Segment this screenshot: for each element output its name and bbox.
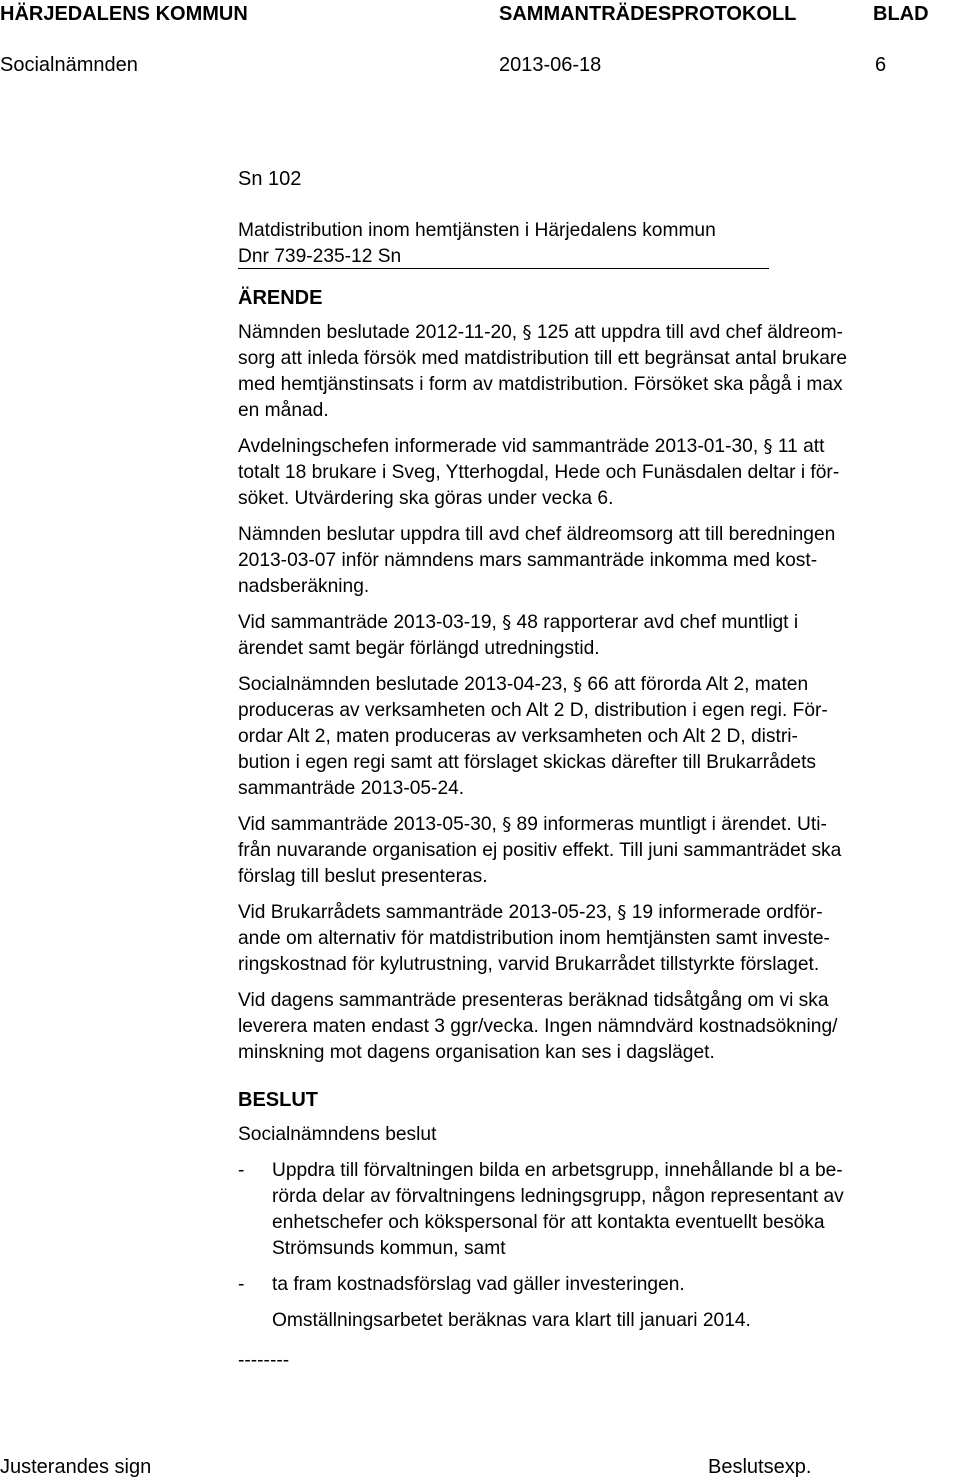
paragraph-sign: § xyxy=(572,674,582,695)
footer-justerandes-sign: Justerandes sign xyxy=(0,1456,152,1478)
arende-heading: ÄRENDE xyxy=(238,287,323,309)
text-line: Uppdra till förvaltningen bilda en arbetsgrupp, innehållande bl a be- xyxy=(272,1160,843,1181)
beslut-subheading: Socialnämndens beslut xyxy=(238,1124,437,1145)
section-end-dashes: -------- xyxy=(238,1350,290,1371)
footer-beslutsexp: Beslutsexp. xyxy=(708,1456,812,1478)
arende-paragraph-2 xyxy=(238,434,956,512)
text-line: Strömsunds kommun, samt xyxy=(272,1238,506,1259)
text-line: 89 informeras muntligt i ärendet. Uti- xyxy=(516,814,827,835)
paragraph-sign: § xyxy=(522,322,532,343)
text-line: 66 att förorda Alt 2, maten xyxy=(587,674,809,695)
text-line: Vid Brukarrådets sammanträde 2013-05-23, xyxy=(238,902,613,923)
item-dnr: Dnr 739-235-12 Sn xyxy=(238,246,769,269)
completion-note: Omställningsarbetet beräknas vara klart till januari 2014. xyxy=(272,1310,751,1331)
text-line: en månad. xyxy=(238,400,329,421)
decision-item-2 xyxy=(238,1272,956,1298)
text-line: 11 att xyxy=(777,436,825,457)
text-line: 19 informerade ordför- xyxy=(631,902,823,923)
arende-paragraph-7 xyxy=(238,900,956,978)
text-line: ringskostnad för kylutrustning, varvid Brukarrådet tillstyrkte förslaget. xyxy=(238,954,820,975)
text-line: nadsberäkning. xyxy=(238,576,370,597)
text-line: sorg att inleda försök med matdistribution till ett begränsat antal brukare xyxy=(238,348,847,369)
text-line: från nuvarande organisation ej positiv effekt. Till juni sammanträdet ska xyxy=(238,840,842,861)
beslut-heading: BESLUT xyxy=(238,1089,318,1111)
text-line: förslag till beslut presenteras. xyxy=(238,866,488,887)
text-line: söket. Utvärdering ska göras under vecka 6. xyxy=(238,488,614,509)
committee-name: Socialnämnden xyxy=(0,54,138,76)
paragraph-sign: § xyxy=(502,612,512,633)
text-line: Nämnden beslutar uppdra till avd chef äldreomsorg att till beredningen xyxy=(238,524,836,545)
document-type: SAMMANTRÄDESPROTOKOLL xyxy=(499,3,797,25)
arende-paragraph-8 xyxy=(238,988,956,1066)
arende-paragraph-5 xyxy=(238,672,956,802)
municipality-name: HÄRJEDALENS KOMMUN xyxy=(0,3,248,25)
text-line: 125 att uppdra till avd chef äldreom- xyxy=(536,322,843,343)
protocol-body xyxy=(238,166,956,1374)
arende-paragraph-4 xyxy=(238,610,956,662)
paragraph-sign: § xyxy=(763,436,773,457)
text-line: Avdelningschefen informerade vid sammanträde 2013-01-30, xyxy=(238,436,759,457)
text-line: Vid sammanträde 2013-05-30, xyxy=(238,814,497,835)
text-line: enhetschefer och kökspersonal för att kontakta eventuellt besöka xyxy=(272,1212,825,1233)
blad-label: BLAD xyxy=(873,3,929,25)
page-number: 6 xyxy=(875,54,887,76)
arende-paragraph-6 xyxy=(238,812,956,890)
arende-paragraph-1 xyxy=(238,320,956,424)
decision-item-1 xyxy=(238,1158,956,1262)
text-line: ta fram kostnadsförslag vad gäller investeringen. xyxy=(272,1274,685,1295)
text-line: med hemtjänstinsats i form av matdistribution. Försöket ska pågå i max xyxy=(238,374,843,395)
text-line: 48 rapporterar avd chef muntligt i xyxy=(516,612,799,633)
meeting-date: 2013-06-18 xyxy=(499,54,602,76)
text-line: rörda delar av förvaltningens ledningsgrupp, någon representant av xyxy=(272,1186,844,1207)
text-line: Vid sammanträde 2013-03-19, xyxy=(238,612,497,633)
text-line: ärendet samt begär förlängd utredningstid. xyxy=(238,638,600,659)
paragraph-sign: § xyxy=(617,902,627,923)
text-line: minskning mot dagens organisation kan ses i dagsläget. xyxy=(238,1042,715,1063)
text-line: Vid dagens sammanträde presenteras beräknad tidsåtgång om vi ska xyxy=(238,990,829,1011)
item-number: Sn 102 xyxy=(238,168,302,190)
text-line: ande om alternativ för matdistribution inom hemtjänsten samt investe- xyxy=(238,928,830,949)
arende-paragraph-3 xyxy=(238,522,956,600)
text-line: Nämnden beslutade 2012-11-20, xyxy=(238,322,518,343)
text-line: sammanträde 2013-05-24. xyxy=(238,778,465,799)
text-line: produceras av verksamheten och Alt 2 D, distribution i egen regi. För- xyxy=(238,700,828,721)
text-line: 2013-03-07 inför nämndens mars sammanträde inkomma med kost- xyxy=(238,550,818,571)
item-title: Matdistribution inom hemtjänsten i Härjedalens kommun xyxy=(238,220,716,241)
dash-marker: - xyxy=(238,1160,245,1181)
dash-marker: - xyxy=(238,1274,245,1295)
text-line: ordar Alt 2, maten produceras av verksamheten och Alt 2 D, distri- xyxy=(238,726,798,747)
paragraph-sign: § xyxy=(502,814,512,835)
text-line: bution i egen regi samt att förslaget skickas därefter till Brukarrådets xyxy=(238,752,817,773)
text-line: leverera maten endast 3 ggr/vecka. Ingen nämndvärd kostnadsökning/ xyxy=(238,1016,838,1037)
text-line: Socialnämnden beslutade 2013-04-23, xyxy=(238,674,568,695)
text-line: totalt 18 brukare i Sveg, Ytterhogdal, Hede och Funäsdalen deltar i för- xyxy=(238,462,840,483)
